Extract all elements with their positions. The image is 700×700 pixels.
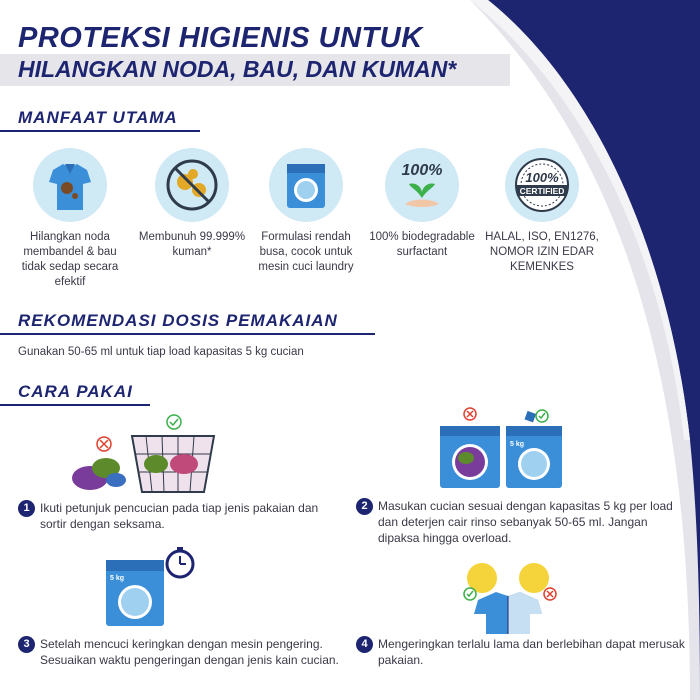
benefit-item-biodegradable (362, 148, 482, 260)
usage-heading-underline (0, 404, 150, 406)
step-text: Setelah mencuci keringkan dengan mesin pengering. Sesuaikan waktu pengeringan dengan jenis kain cucian. (40, 637, 339, 667)
dosage-heading-underline (0, 333, 375, 335)
benefits-heading-underline (0, 130, 200, 132)
step-2 (356, 498, 686, 546)
benefit-icon-circle (33, 148, 107, 222)
biodegradable-icon (385, 148, 459, 222)
step-text: Mengeringkan terlalu lama dan berlebihan dapat merusak pakaian. (378, 637, 685, 667)
step-4 (356, 636, 686, 668)
svg-text:CERTIFIED: CERTIFIED (519, 186, 565, 196)
drying-clothes-illustration (456, 556, 576, 636)
dosage-heading: REKOMENDASI DOSIS PEMAKAIAN (18, 311, 338, 330)
stained-shirt-icon (33, 148, 107, 222)
step-text: Masukan cucian sesuai dengan kapasitas 5 kg per load dan deterjen cair rinso sebanyak 50-65 ml. Jangan dipaksa hingga overload. (378, 499, 673, 545)
step-1 (18, 500, 348, 532)
sorting-laundry-illustration (66, 412, 226, 496)
benefit-item-certified (482, 148, 602, 275)
step-number-badge: 3 (18, 636, 35, 653)
dryer-machine-illustration (104, 546, 204, 630)
step-3 (18, 636, 348, 668)
step-number-badge: 2 (356, 498, 373, 515)
step-number-badge: 4 (356, 636, 373, 653)
no-germs-icon (155, 148, 229, 222)
benefit-item-low-foam (246, 148, 366, 275)
svg-text:100%: 100% (525, 170, 559, 185)
step-number-badge: 1 (18, 500, 35, 517)
washing-machine-icon (269, 148, 343, 222)
benefit-item-stain (10, 148, 130, 290)
svg-text:100%: 100% (401, 162, 443, 179)
benefit-label: Formulasi rendah busa, cocok untuk mesin cuci laundry (258, 231, 354, 273)
step-text: Ikuti petunjuk pencucian pada tiap jenis pakaian dan sortir dengan seksama. (40, 501, 319, 531)
usage-heading: CARA PAKAI (18, 382, 133, 401)
benefit-label: Hilangkan noda membandel & bau tidak sedap secara efektif (21, 231, 119, 288)
benefit-item-germs (132, 148, 252, 260)
benefit-label: Membunuh 99.999% kuman* (138, 231, 246, 258)
svg-text:5 kg: 5 kg (510, 441, 525, 448)
certified-badge-icon (505, 148, 579, 222)
main-title: PROTEKSI HIGIENIS UNTUK (18, 22, 423, 54)
svg-text:5 kg: 5 kg (110, 575, 125, 582)
benefit-label: HALAL, ISO, EN1276, NOMOR IZIN EDAR KEMENKES (485, 231, 599, 273)
benefit-label: 100% biodegradable surfactant (369, 231, 475, 258)
main-subtitle: HILANGKAN NODA, BAU, DAN KUMAN* (18, 56, 457, 82)
loading-machine-illustration (430, 406, 570, 490)
benefits-heading: MANFAAT UTAMA (18, 108, 178, 127)
dosage-text: Gunakan 50-65 ml untuk tiap load kapasitas 5 kg cucian (18, 346, 304, 358)
